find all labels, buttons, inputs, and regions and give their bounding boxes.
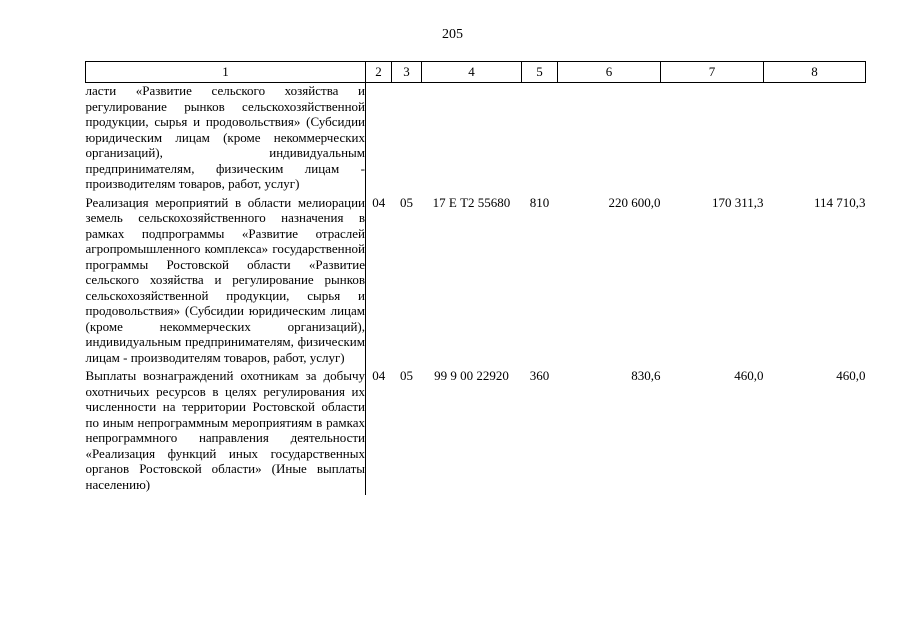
budget-table <box>85 61 866 495</box>
row-expense-type: 360 <box>529 368 550 383</box>
row-amount-1: 830,6 <box>631 368 661 383</box>
column-header-1: 1 <box>86 62 366 83</box>
table-row-continuation <box>86 83 866 195</box>
column-header-5: 5 <box>522 62 558 83</box>
column-header-4: 4 <box>422 62 522 83</box>
row-description: Выплаты вознаграждений охотникам за добычу охотничьих ресурсов в целях регулирования их численности на территории Ростовской области по иным непрограммным мероприятиям в рамках непрограммного направления деятельности «Реализация функций иных государственных органов Ростовской области» (Иные выплаты населению) <box>86 368 366 495</box>
column-header-7: 7 <box>661 62 764 83</box>
table-row <box>86 195 866 369</box>
row-description: Реализация мероприятий в области мелиорации земель сельскохозяйственного назначения в рамках подпрограммы «Развитие отраслей агропромышленного комплекса» государственной программы Ростовской области «Развитие сельского хозяйства и регулирование рынков сельскохозяйственной продукции, сырья и продовольствия» (Субсидии юридическим лицам (кроме некоммерческих организаций), индивидуальным предпринимателям, физическим лицам - производителям товаров, работ, услуг) <box>86 195 366 369</box>
column-header-3: 3 <box>392 62 422 83</box>
row-description: ласти «Развитие сельского хозяйства и регулирование рынков сельскохозяйственной продукции, сырья и продовольствия» (Субсидии юридическим лицам (кроме некоммерческих организаций), индивидуальным предпринимателям, физическим лицам - производителям товаров, работ, услуг) <box>86 83 366 195</box>
row-subsection: 05 <box>400 194 413 210</box>
row-amount-2: 460,0 <box>734 368 764 383</box>
row-subsection: 05 <box>400 368 413 383</box>
table-row <box>86 368 866 495</box>
row-amount-1: 220 600,0 <box>608 194 661 210</box>
row-amount-3: 460,0 <box>836 368 866 383</box>
row-section: 04 <box>372 368 386 383</box>
column-header-2: 2 <box>366 62 392 83</box>
row-section: 04 <box>372 194 386 210</box>
row-amount-2: 170 311,3 <box>711 194 764 210</box>
row-target-article: 17 Е Т2 55680 <box>432 194 511 210</box>
row-target-article: 99 9 00 22920 <box>434 368 509 383</box>
page-number: 205 <box>442 27 463 42</box>
column-header-row <box>86 62 866 83</box>
row-amount-3: 114 710,3 <box>813 194 866 210</box>
column-header-8: 8 <box>764 62 866 83</box>
column-header-6: 6 <box>558 62 661 83</box>
row-expense-type: 810 <box>529 194 550 210</box>
